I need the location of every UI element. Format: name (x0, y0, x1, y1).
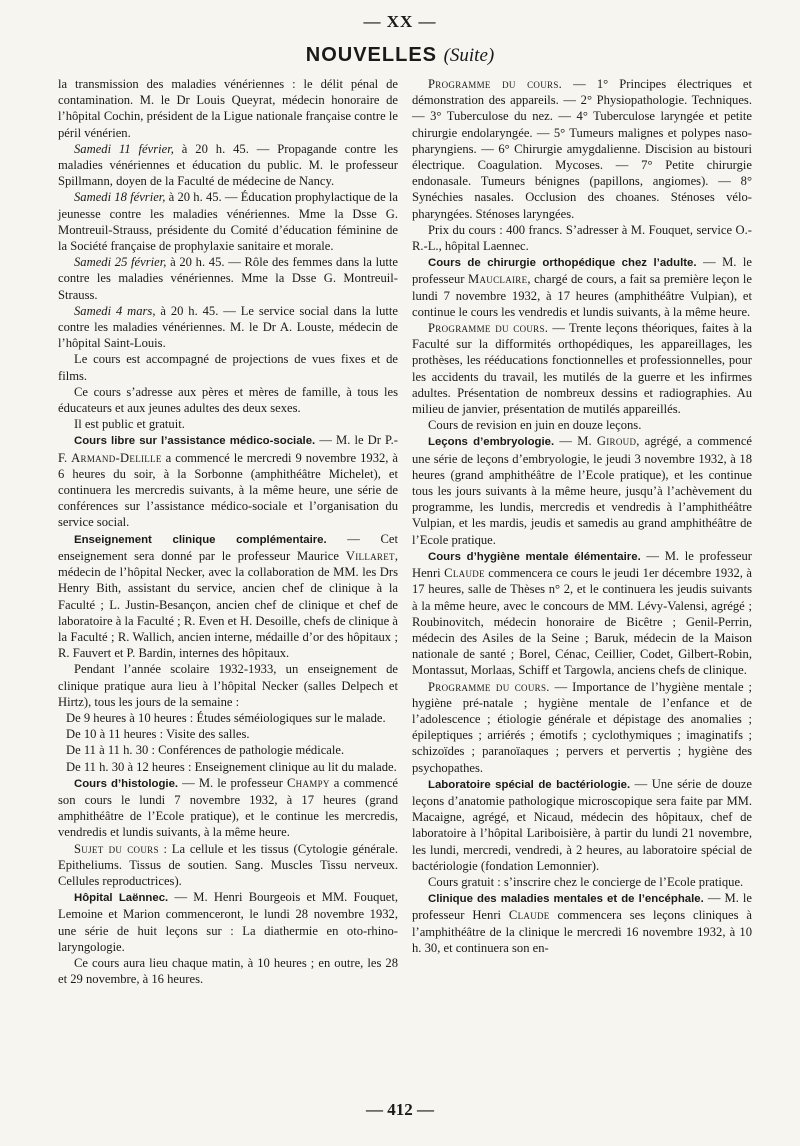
schedule-line: De 11 h. 30 à 12 heures : Enseignement clinique au lit du malade. (66, 759, 397, 774)
paragraph: Cours de revision en juin en douze leçons. (428, 418, 642, 433)
paragraph: Samedi 25 février, à 20 h. 45. — Rôle des femmes dans la lutte contre les maladies vénériennes. Mme la Dsse G. Montreuil-Strauss. (58, 255, 398, 302)
entry-heading: Cours d’histologie. (74, 777, 179, 790)
entry-heading: Hôpital Laënnec. (74, 892, 169, 905)
paragraph: Pendant l’année scolaire 1932-1933, un enseignement de clinique pratique aura lieu à l’hôpital Necker (salles Delpech et Hirtz), tous les jours de la semaine : (58, 662, 398, 709)
paragraph: Samedi 18 février, à 20 h. 45. — Éducation prophylactique de la jeunesse contre les maladies vénériennes. Mme la Dsse G. Montreuil-Strauss, présidente du Comité d’éducation féminine de la Société française de prophylaxie sanitaire et morale. (58, 190, 398, 254)
schedule-line: De 11 à 11 h. 30 : Conférences de pathologie médicale. (66, 743, 345, 758)
date: Samedi 25 février, (74, 255, 167, 270)
entry-heading: Enseignement clinique complémentaire. (74, 533, 327, 546)
person-name: Claude (444, 566, 485, 581)
entry-heading: Laboratoire spécial de bactériologie. (428, 778, 631, 791)
schedule-line: De 9 heures à 10 heures : Études séméiologiques sur le malade. (66, 710, 386, 725)
subheading: Programme du cours. (428, 77, 563, 91)
person-name: Claude (508, 908, 550, 923)
person-name: Giroud (596, 434, 637, 449)
paragraph: Cours d’histologie. — M. le professeur Champy a commencé son cours le lundi 7 novembre 1932, à 17 heures (grand amphithéâtre de l’Ecole pratique), et le continue les mercredis, vendredis et lundis suivants, à la même heure. (58, 775, 398, 840)
paragraph: Leçons d’embryologie. — M. Giroud, agrégé, a commencé une série de leçons d’embryologie, le jeudi 3 novembre 1932, à 18 heures (grand amphithéâtre de l’Ecole pratique), et les continue tous les jours suivants à la même heure, jusqu’à l’achèvement du programme, les lundis, mercredis et vendredis à l’amphithéâtre Vulpian, et les mardis, jeudis et samedis au grand amphithéâtre de l’Ecole pratique. (412, 434, 752, 547)
subheading: Programme du cours. (428, 321, 549, 336)
paragraph: Cours libre sur l’assistance médico-sociale. — M. le Dr P.-F. Armand-Delille a commencé le mercredi 9 novembre 1932, à 6 heures du soir, à la Sorbonne (amphithéâtre Michelet), et continuera les mercredis suivants, à la même heure, une série de conférences sur l’assistance médico-sociale et l’organisation du service social. (58, 433, 398, 530)
paragraph: Ce cours aura lieu chaque matin, à 10 heures ; en outre, les 28 et 29 novembre, à 16 heures. (58, 955, 398, 987)
paragraph: Il est public et gratuit. (74, 417, 185, 432)
paragraph: Cours d’hygiène mentale élémentaire. — M. le professeur Henri Claude commencera ce cours le jeudi 1er décembre 1932, à 17 heures, salle de Thèses n° 2, et le continuera les jeudis suivants à la même heure, avec le concours de MM. Lévy-Valensi, agrégé ; Roubinovitch, médecin honoraire de Bicêtre ; Genil-Perrin, médecin des Asiles de la Seine ; Baruk, médecin de la Maison nationale de santé ; Borel, Cénac, Ceillier, Codet, Gilbert-Robin, Montassut, Morlaas, Schiff et Targowla, anciens chefs de clinique. (412, 548, 752, 678)
paragraph: la transmission des maladies vénériennes : le délit pénal de contamination. M. le Dr Louis Queyrat, médecin honoraire de l’hôpital Cochin, président de la Ligue nationale française contre le péril vénérien. (58, 77, 398, 140)
section-suite: (Suite) (443, 45, 495, 66)
person-name: Villaret (345, 548, 395, 563)
person-name: Champy (286, 775, 330, 790)
paragraph: Cours gratuit : s’inscrire chez le concierge de l’Ecole pratique. (428, 874, 744, 889)
subheading: Sujet du cours (74, 841, 159, 856)
page-number: — 412 — (366, 1100, 434, 1119)
entry-heading: Cours libre sur l’assistance médico-sociale. (74, 435, 316, 448)
entry-heading: Cours de chirurgie orthopédique chez l’adulte. (428, 257, 697, 270)
date: Samedi 11 février, (74, 141, 174, 156)
paragraph: Prix du cours : 400 francs. S’adresser à M. Fouquet, service O.-R.-L., hôpital Laennec. (412, 222, 752, 254)
section-title: NOUVELLES (305, 44, 438, 66)
paragraph: Enseignement clinique complémentaire. — Cet enseignement sera donné par le professeur Maurice Villaret, médecin de l’hôpital Necker, avec la collaboration de MM. les Drs Henry Bith, assistant du service, ancien chef de clinique à la Faculté ; L. Justin-Besançon, ancien chef de clinique et chef de laboratoire à la Faculté ; R. Even et H. Desoille, chefs de clinique à la Faculté ; R. Wallich, ancien interne, médaille d’or des hôpitaux ; R. Fauvert et P. Bardin, internes des hôpitaux. (58, 531, 398, 661)
date: Samedi 4 mars, (74, 303, 156, 318)
paragraph: Samedi 11 février, à 20 h. 45. — Propagande contre les maladies vénériennes et éducation du public. M. le professeur Spillmann, doyen de la Faculté de médecine de Nancy. (58, 141, 398, 189)
paragraph: Laboratoire spécial de bactériologie. — Une série de douze leçons d’anatomie pathologique microscopique sera faite par MM. Macaigne, agrégé, et Nicaud, médecin des hôpitaux, chef de laboratoire à l’hôpital Lariboisière, à partir du lundi 21 novembre, les lundi, mercredi, vendredi, à 2 heures, au laboratoire spécial de bactériologie (fondation Lemonnier). (412, 776, 752, 873)
paragraph: Ce cours s’adresse aux pères et mères de famille, à tous les éducateurs et aux jeunes adultes des deux sexes. (58, 384, 398, 416)
person-name: Mauclaire (468, 272, 528, 287)
entry-heading: Leçons d’embryologie. (428, 436, 555, 449)
entry-heading: Cours d’hygiène mentale élémentaire. (428, 550, 641, 563)
right-column (412, 76, 752, 956)
schedule-line: De 10 à 11 heures : Visite des salles. (66, 727, 250, 742)
paragraph: Samedi 4 mars, à 20 h. 45. — Le service social dans la lutte contre les maladies vénériennes. M. le Dr A. Louste, médecin de l’hôpital Saint-Louis. (58, 303, 398, 351)
paragraph: Programme du cours. — Importance de l’hygiène mentale ; hygiène pré-natale ; hygiène mentale de l’enfance et de l’adolescence ; étiologie générale et dépistage des anomalies ; épileptiques ; arriérés ; émotifs ; cyclothymiques ; imaginatifs ; schizoïdes ; paranoïaques ; pervers et pervertis ; hygiène des psychopathes. (412, 679, 752, 775)
date: Samedi 18 février, (74, 190, 166, 205)
paragraph: Clinique des maladies mentales et de l’encéphale. — M. le professeur Henri Claude commencera ses leçons cliniques à l’amphithéâtre de la clinique le mercredi 16 novembre 1932, à 10 h. 30, et continuera son en- (412, 891, 752, 955)
paragraph: Programme du cours. — 1° Principes électriques et démonstration des appareils. — 2° Physiopathologie. Techniques. — 3° Tuberculose du nez. — 4° Tuberculose laryngée et petite chirurgie endolaryngée. — 5° Tumeurs malignes et polypes naso-pharyngiens. — 6° Chirurgie amygdalienne. Discision au bistouri électrique. Coagulation. Mycoses. — 7° Petite chirurgie endonasale. Tumeurs bénignes (papillons, angiomes). — 8° Synéchies nasales. Occlusion des choanes. Sténoses vélo-pharyngées. Sténoses laryngées. (412, 77, 753, 221)
left-column (58, 76, 398, 987)
entry-heading: Clinique des maladies mentales et de l’encéphale. (428, 893, 704, 906)
paragraph: Le cours est accompagné de projections de vues fixes et de films. (58, 352, 398, 383)
paragraph: Programme du cours. — Trente leçons théoriques, faites à la Faculté sur la difformités orthopédiques, les appareillages, les prothèses, les rééducations fonctionnelles et professionnelles, pour les accidents du travail, les mutilés de la guerre et les infirmes adultes. Présentation de nombreux dessins et radiographies. Au milieu de janvier, présentation de mutilés appareillés. (412, 321, 752, 417)
paragraph: Sujet du cours : La cellule et les tissus (Cytologie générale. Epitheliums. Tissus de soutien. Sang. Muscles Tissu nerveux. Cellules reproductrices). (58, 841, 398, 888)
section-heading (0, 44, 800, 67)
page-roman-numeral: — XX — (363, 12, 437, 31)
paragraph: Hôpital Laënnec. — M. Henri Bourgeois et MM. Fouquet, Lemoine et Marion commenceront, le lundi 28 novembre 1932, une série de huit leçons sur : La diathermie en oto-rhino-laryngologie. (58, 890, 398, 954)
subheading: Programme du cours. (428, 679, 550, 694)
person-name: Armand-Delille (71, 450, 162, 465)
paragraph: Cours de chirurgie orthopédique chez l’adulte. — M. le professeur Mauclaire, chargé de cours, a fait sa première leçon le lundi 7 novembre 1932, à 17 heures (amphithéâtre Vulpian), et continue le cours les vendredis et lundis suivants, à la même heure. (412, 255, 752, 319)
